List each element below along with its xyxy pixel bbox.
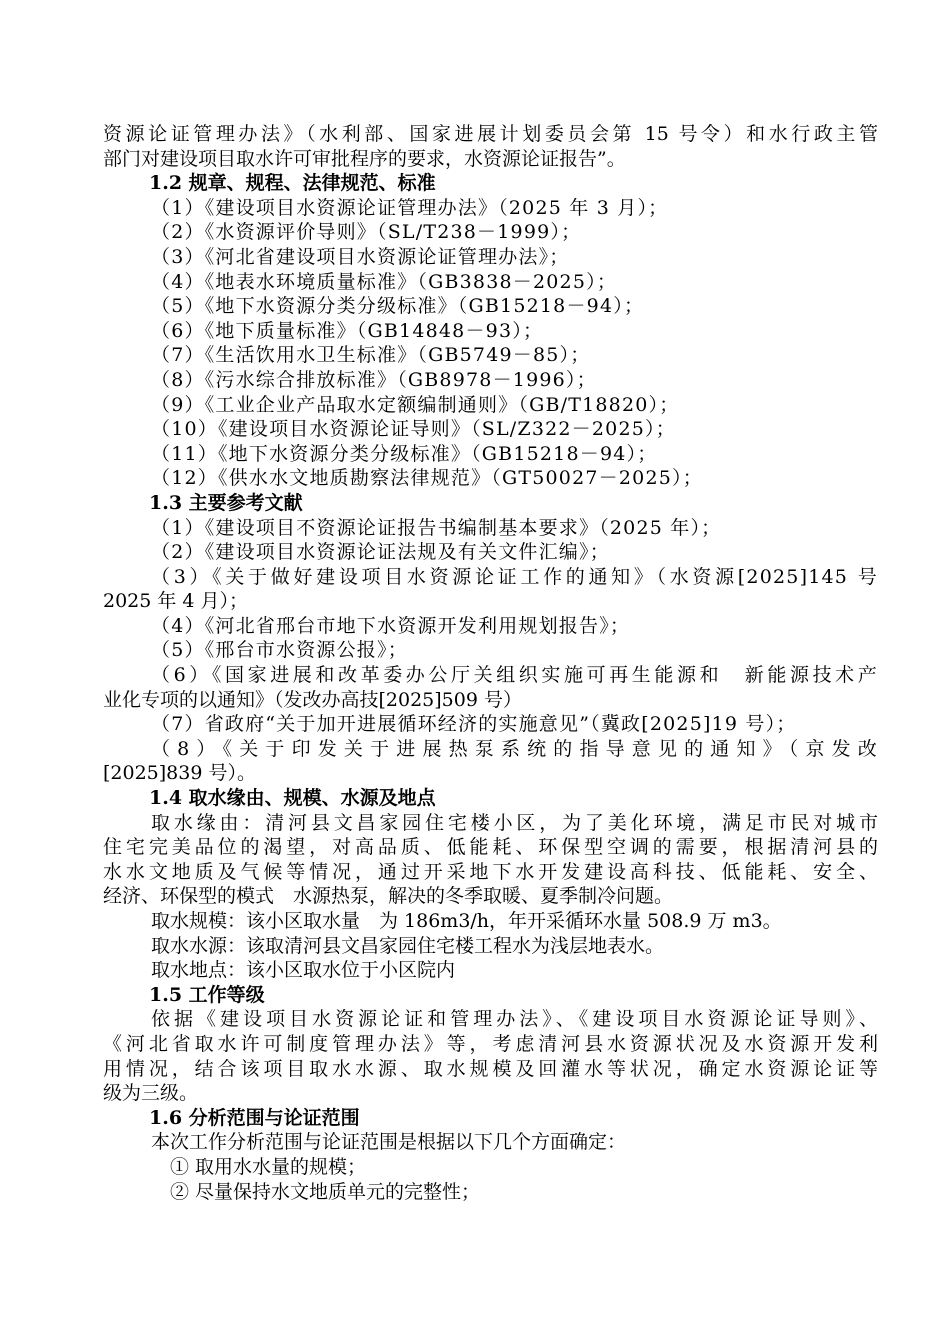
paragraph-line: 取水规模：该小区取水量 为 186m3/h，年开采循环水量 508.9 万 m3。 xyxy=(151,910,782,932)
list-item: （4）《河北省邢台市地下水资源开发利用规划报告》； xyxy=(151,614,631,637)
list-item: ① 取用水水量的规模； xyxy=(170,1155,367,1178)
list-item: （7）《生活饮用水卫生标准》（GB5749－85）； xyxy=(151,344,591,367)
paragraph-line: 取水地点：该小区取水位于小区院内 xyxy=(151,959,456,982)
paragraph-line: 本次工作分析范围与论证范围是根据以下几个方面确定： xyxy=(151,1131,627,1154)
list-item-continuation: 2025 年 4 月）； xyxy=(103,590,249,613)
list-item: ② 尽量保持水文地质单元的完整性； xyxy=(170,1180,481,1203)
section-heading: 1.2 规章、规程、法律规范、标准 xyxy=(149,172,436,195)
paragraph-line: 水水文地质及气候等情况，通过开采地下水开发建设高科技、低能耗、安全、 xyxy=(103,860,878,883)
document-body xyxy=(103,122,878,1204)
list-item: （12）《供水水文地质勘察法律规范》（GT50027－2025）； xyxy=(151,467,703,490)
paragraph-line: 经济、环保型的模式 水源热泵，解决的冬季取暖、夏季制冷问题。 xyxy=(103,885,674,908)
paragraph-line: 用情况，结合该项目取水水源、取水规模及回灌水等状况，确定水资源论证等 xyxy=(103,1057,878,1080)
paragraph-line: 住宅完美品位的渴望，对高品质、低能耗、环保型空调的需要，根据清河县的 xyxy=(103,836,878,859)
list-item: （10）《建设项目水资源论证导则》（SL/Z322－2025）； xyxy=(151,418,676,441)
paragraph-line: 取水缘由：清河县文昌家园住宅楼小区，为了美化环境，满足市民对城市 xyxy=(151,811,878,834)
list-item: （2）《建设项目水资源论证法规及有关文件汇编》； xyxy=(151,541,610,564)
list-item-continuation: [2025]839 号）。 xyxy=(103,762,256,785)
list-item: （3）《关于做好建设项目水资源论证工作的通知》（水资源[2025]145 号 xyxy=(151,565,878,588)
paragraph-line: 《河北省取水许可制度管理办法》等，考虑清河县水资源状况及水资源开发利 xyxy=(103,1032,878,1055)
list-item: （1）《建设项目水资源论证管理办法》（2025 年 3 月）； xyxy=(151,196,669,219)
list-item: （6）《地下质量标准》（GB14848－93）； xyxy=(151,319,544,342)
list-item: （8）《污水综合排放标准》（GB8978－1996）； xyxy=(151,368,597,391)
list-item-continuation: 业化专项的以通知》（发改办高技[2025]509 号） xyxy=(103,688,522,711)
list-item: （6）《国家进展和改革委办公厅关组织实施可再生能源和 新能源技术产 xyxy=(151,664,878,687)
section-heading: 1.5 工作等级 xyxy=(149,983,265,1006)
list-item: （2）《水资源评价导则》（SL/T238－1999）； xyxy=(151,221,582,244)
list-item: （4）《地表水环境质量标准》（GB3838－2025）； xyxy=(151,270,618,293)
paragraph-line: 部门对建设项目取水许可审批程序的要求，水资源论证报告”。 xyxy=(103,147,626,170)
paragraph-line: 取水水源：该取清河县文昌家园住宅楼工程水为浅层地表水。 xyxy=(151,934,665,957)
list-item: （3）《河北省建设项目水资源论证管理办法》； xyxy=(151,245,570,268)
section-heading: 1.3 主要参考文献 xyxy=(149,491,303,514)
list-item: （5）《邢台市水资源公报》； xyxy=(151,639,408,662)
paragraph-line: 资源论证管理办法》（水利部、国家进展计划委员会第 15 号令）和水行政主管 xyxy=(103,123,878,145)
paragraph-line: 级为三级。 xyxy=(103,1082,199,1105)
list-item: （1）《建设项目不资源论证报告书编制基本要求》（2025 年）； xyxy=(151,516,722,539)
list-item: （8）《关于印发关于进展热泵系统的指导意见的通知》（京发改 xyxy=(151,737,878,760)
list-item: （11）《地下水资源分类分级标准》（GB15218－94）； xyxy=(151,442,658,465)
paragraph-line: 依据《建设项目水资源论证和管理办法》、《建设项目水资源论证导则》、 xyxy=(151,1008,878,1031)
section-heading: 1.6 分析范围与论证范围 xyxy=(149,1106,360,1129)
list-item: （7）省政府“关于加开进展循环经济的实施意见”（冀政[2025]19 号）； xyxy=(151,713,797,736)
list-item: （5）《地下水资源分类分级标准》（GB15218－94）； xyxy=(151,295,645,318)
section-heading: 1.4 取水缘由、规模、水源及地点 xyxy=(149,787,436,810)
list-item: （9）《工业企业产品取水定额编制通则》（GB/T18820）； xyxy=(151,393,680,416)
